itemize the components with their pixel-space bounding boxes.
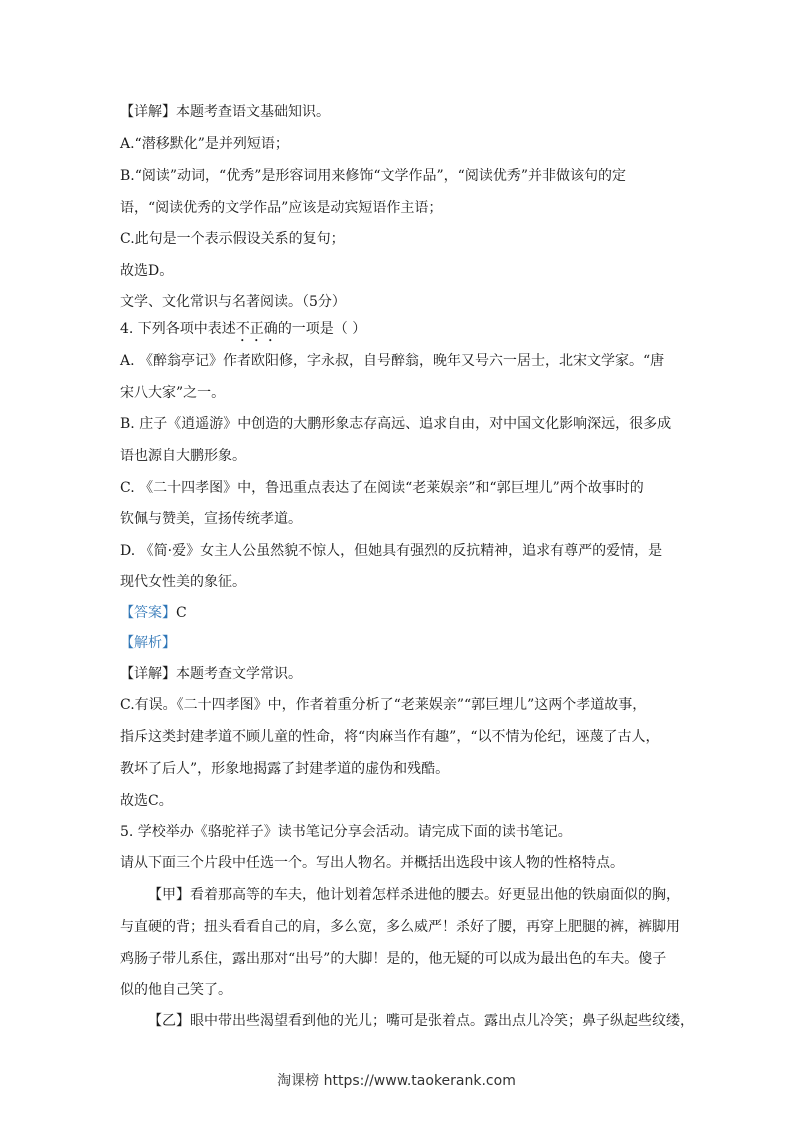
- passage-jia: 【甲】看着那高等的车夫，他计划着怎样杀进他的腰去。好更显出他的铁扇面似的胸，: [148, 887, 680, 903]
- detail-heading: 【详解】本题考查语文基础知识。: [120, 104, 330, 120]
- question-4-suffix: 的一项是（ ）: [277, 321, 367, 337]
- q4-option-a: A. 《醉翁亭记》作者欧阳修，字永叔，自号醉翁，晚年又号六一居士，北宋文学家。“唐: [120, 353, 665, 369]
- detail-heading-2: 【详解】本题考查文学常识。: [120, 666, 302, 682]
- answer-line: [120, 603, 187, 623]
- q4-option-c-cont: 钦佩与赞美，宣扬传统孝道。: [120, 511, 302, 527]
- question-4: [120, 319, 366, 345]
- q4-option-d-cont: 现代女性美的象征。: [120, 574, 246, 590]
- option-b-analysis-cont: 语，“阅读优秀的文学作品”应该是动宾短语作主语；: [120, 200, 443, 216]
- passage-jia-cont-1: 与直硬的背；扭头看看自己的肩，多么宽，多么威严！杀好了腰，再穿上肥腿的裤，裤脚用: [120, 919, 680, 935]
- question-5-instruction: 请从下面三个片段中任选一个。写出人物名。并概括出选段中该人物的性格特点。: [120, 855, 624, 871]
- q4-option-b: B. 庄子《逍遥游》中创造的大鹏形象志存高远、追求自由，对中国文化影响深远，很多成: [120, 416, 672, 432]
- question-4-prefix: 4. 下列各项中表述: [120, 321, 236, 337]
- option-b-analysis: B.“阅读”动词，“优秀”是形容词用来修饰“文学作品”，“阅读优秀”并非做该句的定: [120, 168, 626, 184]
- question-5: 5. 学校举办《骆驼祥子》读书笔记分享会活动。请完成下面的读书笔记。: [120, 824, 572, 840]
- question-4-emphasis: 不正确: [235, 321, 278, 337]
- q4-option-d: D. 《简·爱》女主人公虽然貌不惊人，但她具有强烈的反抗精神，追求有尊严的爱情，是: [120, 543, 663, 559]
- analysis-c-cont-2: 教坏了后人”，形象地揭露了封建孝道的虚伪和残酷。: [120, 761, 450, 777]
- answer-value: C: [176, 605, 187, 621]
- analysis-label: 【解析】: [120, 635, 176, 651]
- option-a-analysis: A.“潜移默化”是并列短语；: [120, 136, 289, 152]
- analysis-c-cont-1: 指斥这类封建孝道不顾儿童的性命，将“肉麻当作有趣”，“以不情为伦纪，诬蔑了古人，: [120, 729, 660, 745]
- conclusion-c: 故选C。: [120, 793, 173, 809]
- q4-option-b-cont: 语也源自大鹏形象。: [120, 448, 246, 464]
- conclusion-d: 故选D。: [120, 263, 174, 279]
- section-heading: 文学、文化常识与名著阅读。（5分）: [120, 294, 346, 310]
- footer-watermark: 淘课榜 https://www.taokerank.com: [277, 1073, 516, 1089]
- passage-jia-cont-2: 鸡肠子带儿系住，露出那对“出号”的大脚！是的，他无疑的可以成为最出色的车夫。傻子: [120, 951, 667, 967]
- answer-label: 【答案】: [120, 605, 176, 621]
- analysis-c: C.有误。《二十四孝图》中，作者着重分析了“老莱娱亲”“郭巨埋儿”这两个孝道故事，: [120, 697, 647, 713]
- passage-yi: 【乙】眼中带出些渴望看到他的光儿；嘴可是张着点。露出点儿冷笑；鼻子纵起些纹缕，: [148, 1013, 694, 1029]
- q4-option-c: C. 《二十四孝图》中，鲁迅重点表达了在阅读“老莱娱亲”和“郭巨埋儿”两个故事时的: [120, 480, 644, 496]
- option-c-analysis: C.此句是一个表示假设关系的复句；: [120, 231, 345, 247]
- q4-option-a-cont: 宋八大家”之一。: [120, 385, 226, 401]
- passage-jia-cont-3: 似的他自己笑了。: [120, 982, 232, 998]
